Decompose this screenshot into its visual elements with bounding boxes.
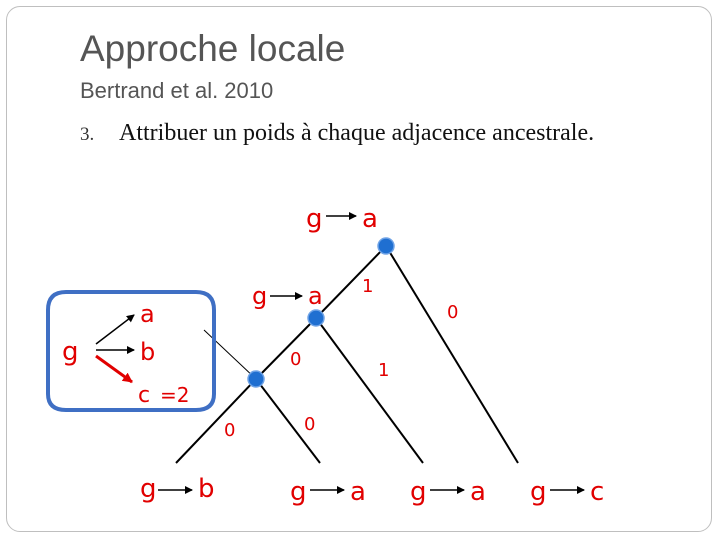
svg-text:g: g — [290, 477, 307, 507]
svg-text:b: b — [198, 474, 215, 504]
svg-text:c: c — [590, 477, 605, 507]
list-item-number: 3. — [80, 124, 95, 145]
leaf-label-4 — [530, 477, 604, 507]
svg-text:g: g — [410, 477, 427, 507]
leaf-label-2 — [290, 477, 366, 507]
inset-source-label: g — [62, 337, 79, 367]
edge-inner-to-low — [256, 318, 316, 379]
inset-arrow-c — [96, 356, 132, 382]
weight-root-right: 0 — [447, 302, 459, 323]
edge-inner-to-leaf3 — [316, 318, 423, 463]
inset-target-c: c — [138, 383, 151, 408]
slide-subtitle: Bertrand et al. 2010 — [80, 78, 274, 103]
slide-title: Approche locale — [80, 28, 346, 69]
svg-text:a: a — [362, 204, 378, 234]
weight-low-left: 0 — [224, 420, 236, 441]
weight-inner-left: 0 — [290, 349, 302, 370]
svg-text:g: g — [306, 204, 323, 234]
list-item-text: Attribuer un poids à chaque adjacence ancestrale. — [119, 120, 595, 146]
inset-weight-label: =2 — [160, 383, 190, 407]
low-node — [248, 371, 264, 387]
svg-text:g: g — [140, 474, 157, 504]
inner-node — [308, 310, 324, 326]
svg-text:g: g — [530, 477, 547, 507]
inset-target-b: b — [140, 338, 156, 366]
inset-target-a: a — [140, 300, 155, 328]
inset-arrow-a — [96, 315, 134, 344]
weight-low-right: 0 — [304, 414, 316, 435]
svg-text:a: a — [350, 477, 366, 507]
weight-root-left: 1 — [362, 276, 374, 297]
root-node — [378, 238, 394, 254]
svg-text:g: g — [252, 282, 268, 310]
inset-connector — [204, 330, 256, 379]
edge-root-to-inner — [316, 246, 386, 318]
leaf-label-3 — [410, 477, 486, 507]
svg-text:a: a — [308, 282, 323, 310]
leaf-label-1 — [140, 474, 215, 504]
edge-root-to-leaf4 — [386, 246, 518, 463]
svg-text:a: a — [470, 477, 486, 507]
root-adjacency-label — [306, 204, 378, 234]
inner-adjacency-label — [252, 282, 323, 310]
weight-inner-right: 1 — [378, 360, 390, 381]
